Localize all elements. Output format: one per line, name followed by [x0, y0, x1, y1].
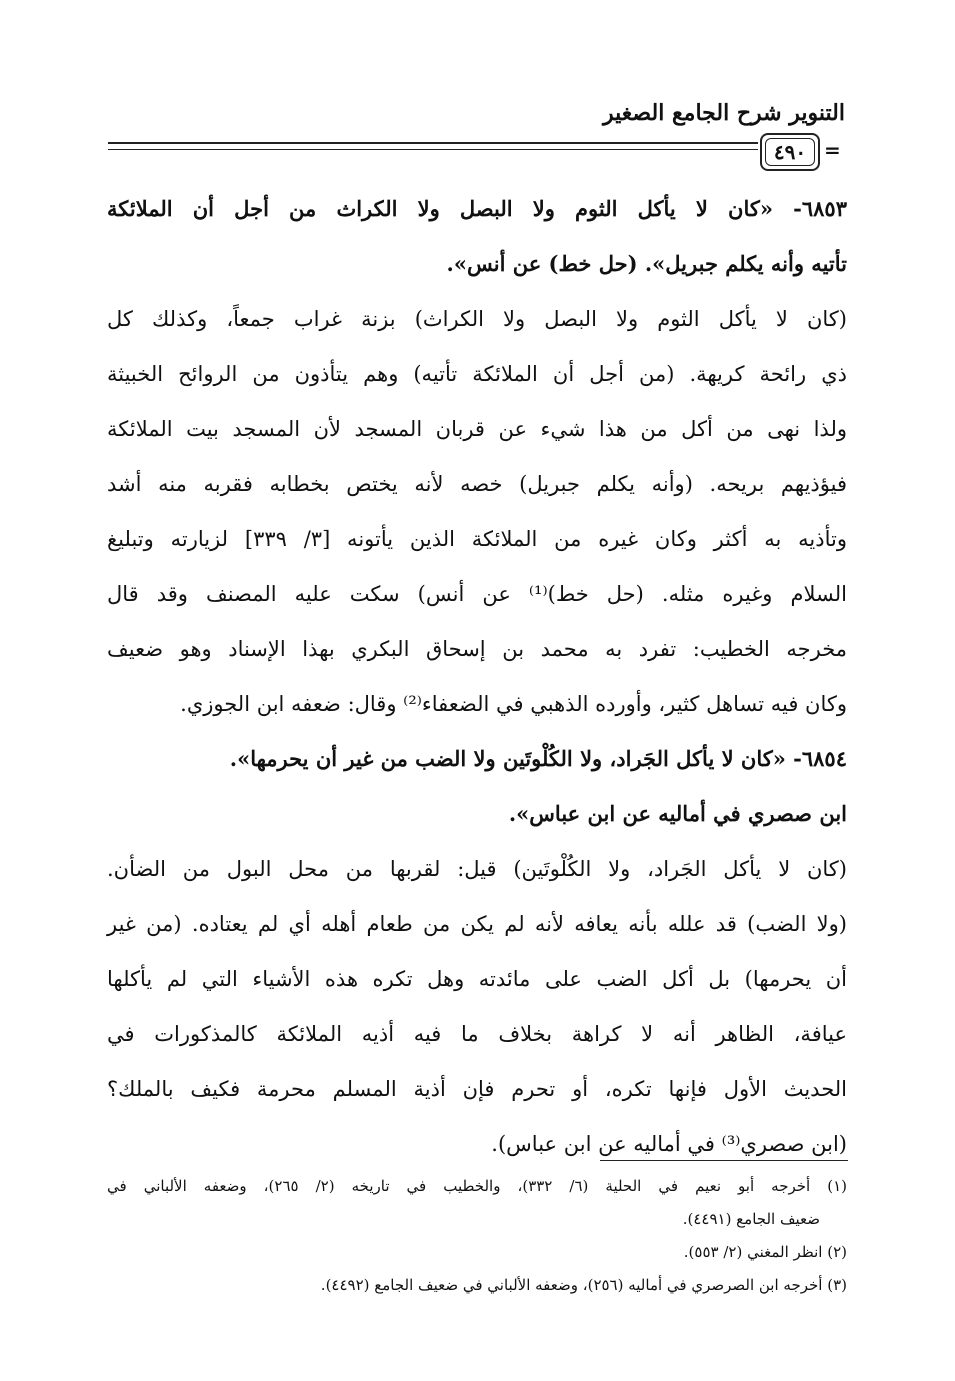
page-number — [760, 133, 820, 171]
commentary2-line-4: عيافة، الظاهر أنه لا كراهة بخلاف ما فيه أذيه الملائكة كالمذكورات في — [107, 1022, 847, 1046]
footnote-3: (٣) أخرجه ابن الصرصري في أماليه (٢٥٦)، وضعفه الألباني في ضعيف الجامع (٤٤٩٢). — [320, 1276, 847, 1294]
commentary-line-5: وتأذيه به أكثر وكان غيره من الملائكة الذين يأتونه [٣/ ٣٣٩] لزيارته وتبليغ — [107, 527, 847, 551]
footnote-separator — [600, 1160, 848, 1161]
commentary2-line-1: (كان لا يأكل الجَراد، ولا الكُلْوتَين) قيل: لقربها من محل البول من الضأن. — [107, 857, 847, 881]
running-title: التنوير شرح الجامع الصغير — [603, 100, 845, 126]
commentary2-line-6: (ابن صصري⁽³⁾ في أماليه عن ابن عباس). — [491, 1132, 847, 1156]
header-rule-top — [108, 142, 758, 144]
hadith-6853-line-2: تأتيه وأنه يكلم جبريل». (حل خط) عن أنس». — [446, 251, 847, 276]
commentary-line-2: ذي رائحة كريهة. (من أجل أن الملائكة تأتيه) وهم يتأذون من الروائح الخبيثة — [107, 362, 847, 386]
commentary-line-1: (كان لا يأكل الثوم ولا البصل ولا الكراث) بزنة غراب جمعاً، وكذلك كل — [107, 307, 847, 331]
page-number-text: ٤٩٠ — [773, 140, 807, 164]
footnote-1-line-2: ضعيف الجامع (٤٤٩١). — [682, 1210, 820, 1228]
commentary2-line-3: أن يحرمها) بل أكل الضب على مائدته وهل تكره هذه الأشياء التي لم يأكلها — [107, 967, 847, 991]
page-edge-mark: = — [824, 138, 841, 162]
hadith-6854-line-2: ابن صصري في أماليه عن ابن عباس». — [508, 801, 847, 826]
commentary-line-7: مخرجه الخطيب: تفرد به محمد بن إسحاق البكري بهذا الإسناد وهو ضعيف — [107, 637, 847, 661]
commentary-line-4: فيؤذيهم بريحه. (وأنه يكلم جبريل) خصه لأنه يختص بخطابه فقربه منه أشد — [107, 472, 847, 496]
footnote-1-line-1: (١) أخرجه أبو نعيم في الحلية (٦/ ٣٣٢)، والخطيب في تاريخه (٢/ ٢٦٥)، وضعفه الألباني في — [107, 1177, 848, 1195]
hadith-6853-line-1: ٦٨٥٣- «كان لا يأكل الثوم ولا البصل ولا الكراث من أجل أن الملائكة — [107, 196, 847, 221]
commentary-line-8: وكان فيه تساهل كثير، وأورده الذهبي في الضعفاء⁽²⁾ وقال: ضعفه ابن الجوزي. — [180, 692, 847, 716]
commentary-line-6: السلام وغيره مثله. (حل خط)⁽¹⁾ عن أنس) سكت عليه المصنف وقد قال — [107, 582, 847, 606]
header-rule-bottom — [108, 149, 758, 150]
commentary2-line-2: (ولا الضب) قد علله بأنه يعافه لأنه لم يكن من طعام أهله أي لم يعتاده. (من غير — [107, 912, 847, 936]
footnote-2: (٢) انظر المغني (٢/ ٥٥٣). — [683, 1243, 847, 1261]
hadith-6854-line-1: ٦٨٥٤- «كان لا يأكل الجَراد، ولا الكُلْوتَين ولا الضب من غير أن يحرمها». — [229, 746, 847, 771]
commentary-line-3: ولذا نهى من أكل من هذا شيء عن قربان المسجد لأن المسجد بيت الملائكة — [107, 417, 847, 441]
commentary2-line-5: الحديث الأول فإنها تكره، أو تحرم فإن أذية المسلم محرمة فكيف بالملك؟ — [107, 1077, 847, 1101]
